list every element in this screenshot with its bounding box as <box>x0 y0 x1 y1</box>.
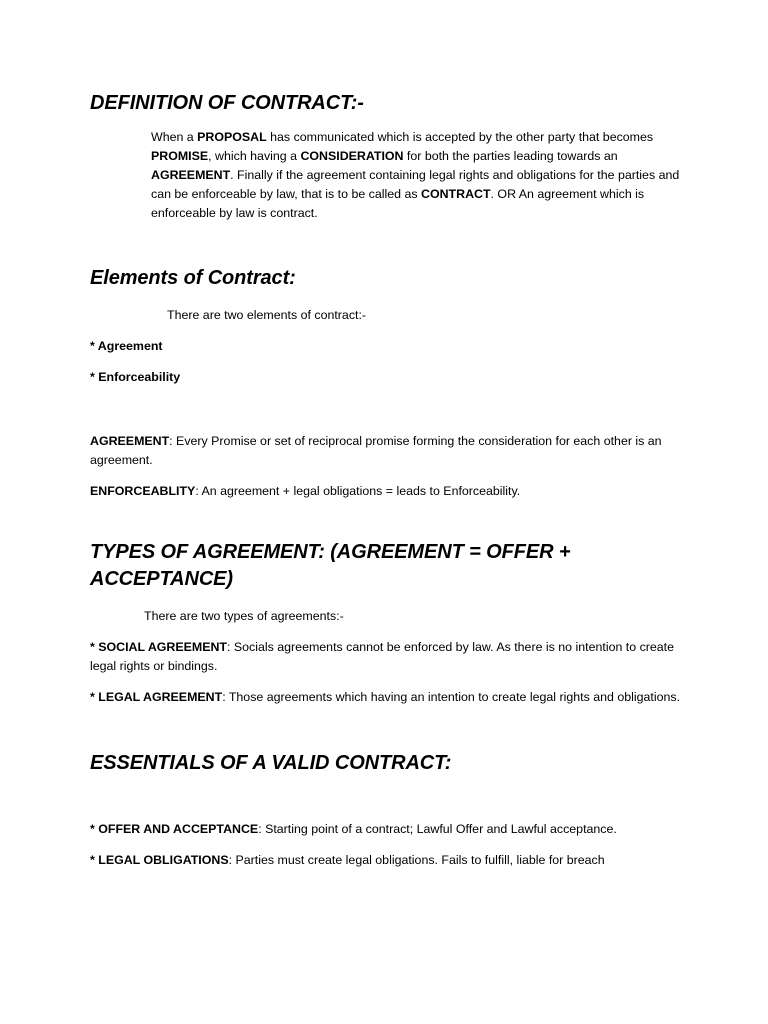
heading-elements: Elements of Contract: <box>90 267 296 289</box>
heading-essentials: ESSENTIALS OF A VALID CONTRACT: <box>90 752 452 774</box>
heading-types: TYPES OF AGREEMENT: (AGREEMENT = OFFER + ACCEPTANCE) <box>90 541 571 590</box>
heading-definition: DEFINITION OF CONTRACT:- <box>90 92 364 114</box>
offer-and-acceptance: * OFFER AND ACCEPTANCE: Starting point of a contract; Lawful Offer and Lawful acceptance. <box>90 822 617 836</box>
elements-item-agreement: * Agreement <box>90 339 163 353</box>
elements-intro: There are two elements of contract:- <box>167 308 367 322</box>
enforceability-definition: ENFORCEABLITY: An agreement + legal obligations = leads to Enforceability. <box>90 484 521 498</box>
elements-item-enforceability: * Enforceability <box>90 370 181 384</box>
agreement-definition: AGREEMENT: Every Promise or set of reciprocal promise forming the consideration for each other is an agreement. <box>90 434 662 467</box>
legal-agreement: * LEGAL AGREEMENT: Those agreements which having an intention to create legal rights and obligations. <box>90 690 681 704</box>
paragraph-definition: When a PROPOSAL has communicated which is accepted by the other party that becomes PROMISE, which having a CONSIDERATION for both the parties leading towards an AGREEMENT. Finally if the agreement containing legal rights and obligations for the parties and can be enforceable by law, that is to be called as CONTRACT. OR An agreement which is enforceable by law is contract. <box>151 130 680 220</box>
types-intro: There are two types of agreements:- <box>144 609 344 623</box>
social-agreement: * SOCIAL AGREEMENT: Socials agreements cannot be enforced by law. As there is no intention to create legal rights or bindings. <box>90 640 675 673</box>
document-content <box>90 90 680 870</box>
legal-obligations: * LEGAL OBLIGATIONS: Parties must create legal obligations. Fails to fulfill, liable for breach <box>90 853 605 867</box>
